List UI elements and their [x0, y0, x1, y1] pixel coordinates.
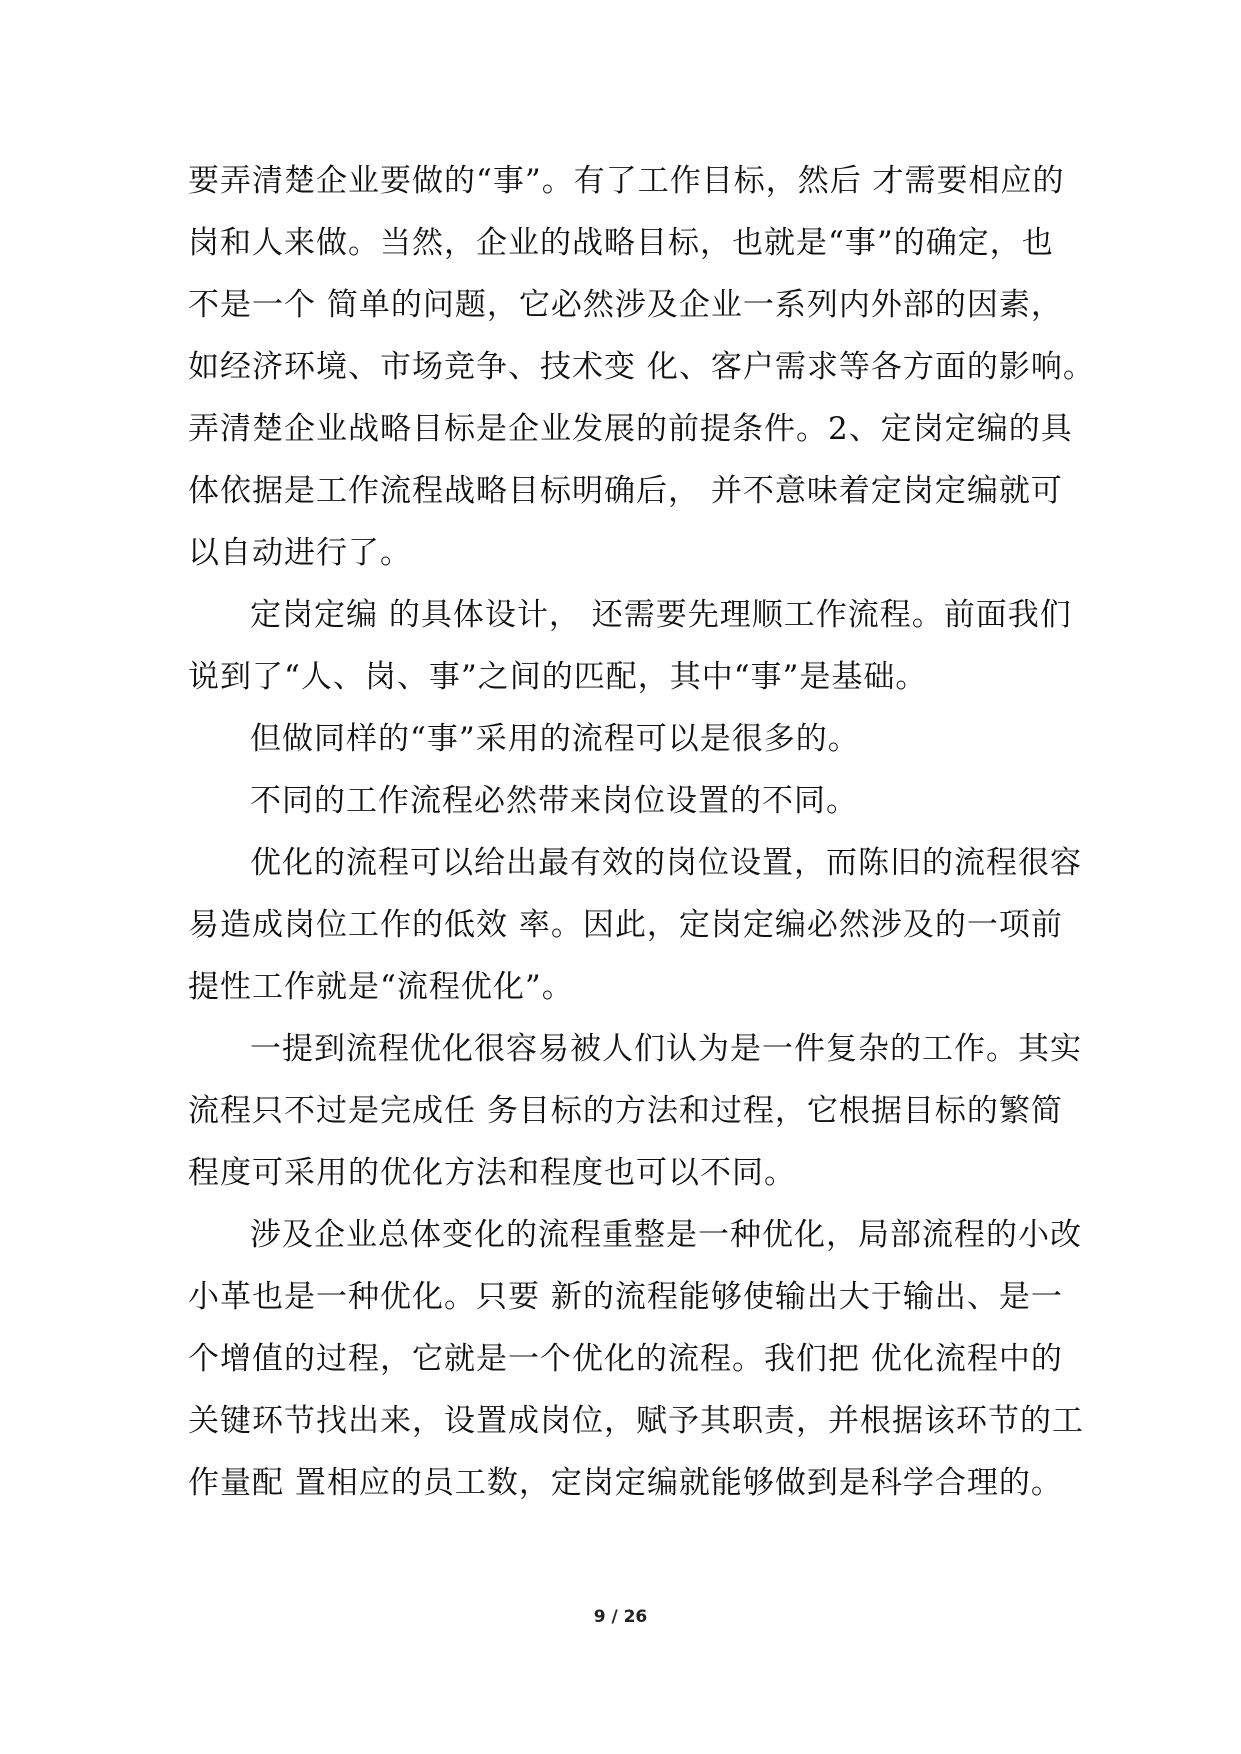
text-line: 但做同样的“事”采用的流程可以是很多的。: [250, 721, 860, 757]
text-line: 体依据是工作流程战略目标明确后， 并不意味着定岗定编就可: [188, 473, 1063, 509]
text-line: 作量配 置相应的员工数，定岗定编就能够做到是科学合理的。: [188, 1465, 1063, 1501]
text-line: 一提到流程优化很容易被人们认为是一件复杂的工作。其实: [250, 1031, 1082, 1067]
text-line: 提性工作就是“流程优化”。: [188, 969, 574, 1005]
text-line: 小革也是一种优化。只要 新的流程能够使输出大于输出、是一: [188, 1279, 1063, 1315]
text-line: 流程只不过是完成任 务目标的方法和过程，它根据目标的繁简: [188, 1093, 1063, 1129]
text-line: 涉及企业总体变化的流程重整是一种优化，局部流程的小改: [250, 1217, 1082, 1253]
text-line: 弄清楚企业战略目标是企业发展的前提条件。2、定岗定编的具: [188, 411, 1073, 447]
text-line: 如经济环境、市场竞争、技术变 化、客户需求等各方面的影响。: [188, 349, 1095, 385]
page-number: 9 / 26: [593, 1607, 648, 1627]
text-line: 定岗定编 的具体设计， 还需要先理顺工作流程。前面我们: [250, 597, 1072, 633]
text-line: 程度可采用的优化方法和程度也可以不同。: [188, 1155, 796, 1191]
text-line: 说到了“人、岗、事”之间的匹配，其中“事”是基础。: [188, 659, 928, 695]
text-line: 以自动进行了。: [188, 535, 412, 571]
text-line: 岗和人来做。当然，企业的战略目标，也就是“事”的确定，也: [188, 225, 1054, 261]
body-text: [188, 150, 1095, 1514]
text-line: 优化的流程可以给出最有效的岗位设置，而陈旧的流程很容: [250, 845, 1082, 881]
text-line: 要弄清楚企业要做的“事”。有了工作目标，然后 才需要相应的: [188, 163, 1065, 199]
text-line: 关键环节找出来，设置成岗位，赋予其职责，并根据该环节的工: [188, 1403, 1084, 1439]
text-line: 不同的工作流程必然带来岗位设置的不同。: [250, 783, 858, 819]
text-line: 易造成岗位工作的低效 率。因此，定岗定编必然涉及的一项前: [188, 907, 1063, 943]
text-line: 个增值的过程，它就是一个优化的流程。我们把 优化流程中的: [188, 1341, 1063, 1377]
text-line: 不是一个 简单的问题，它必然涉及企业一系列内外部的因素，: [188, 287, 1063, 323]
